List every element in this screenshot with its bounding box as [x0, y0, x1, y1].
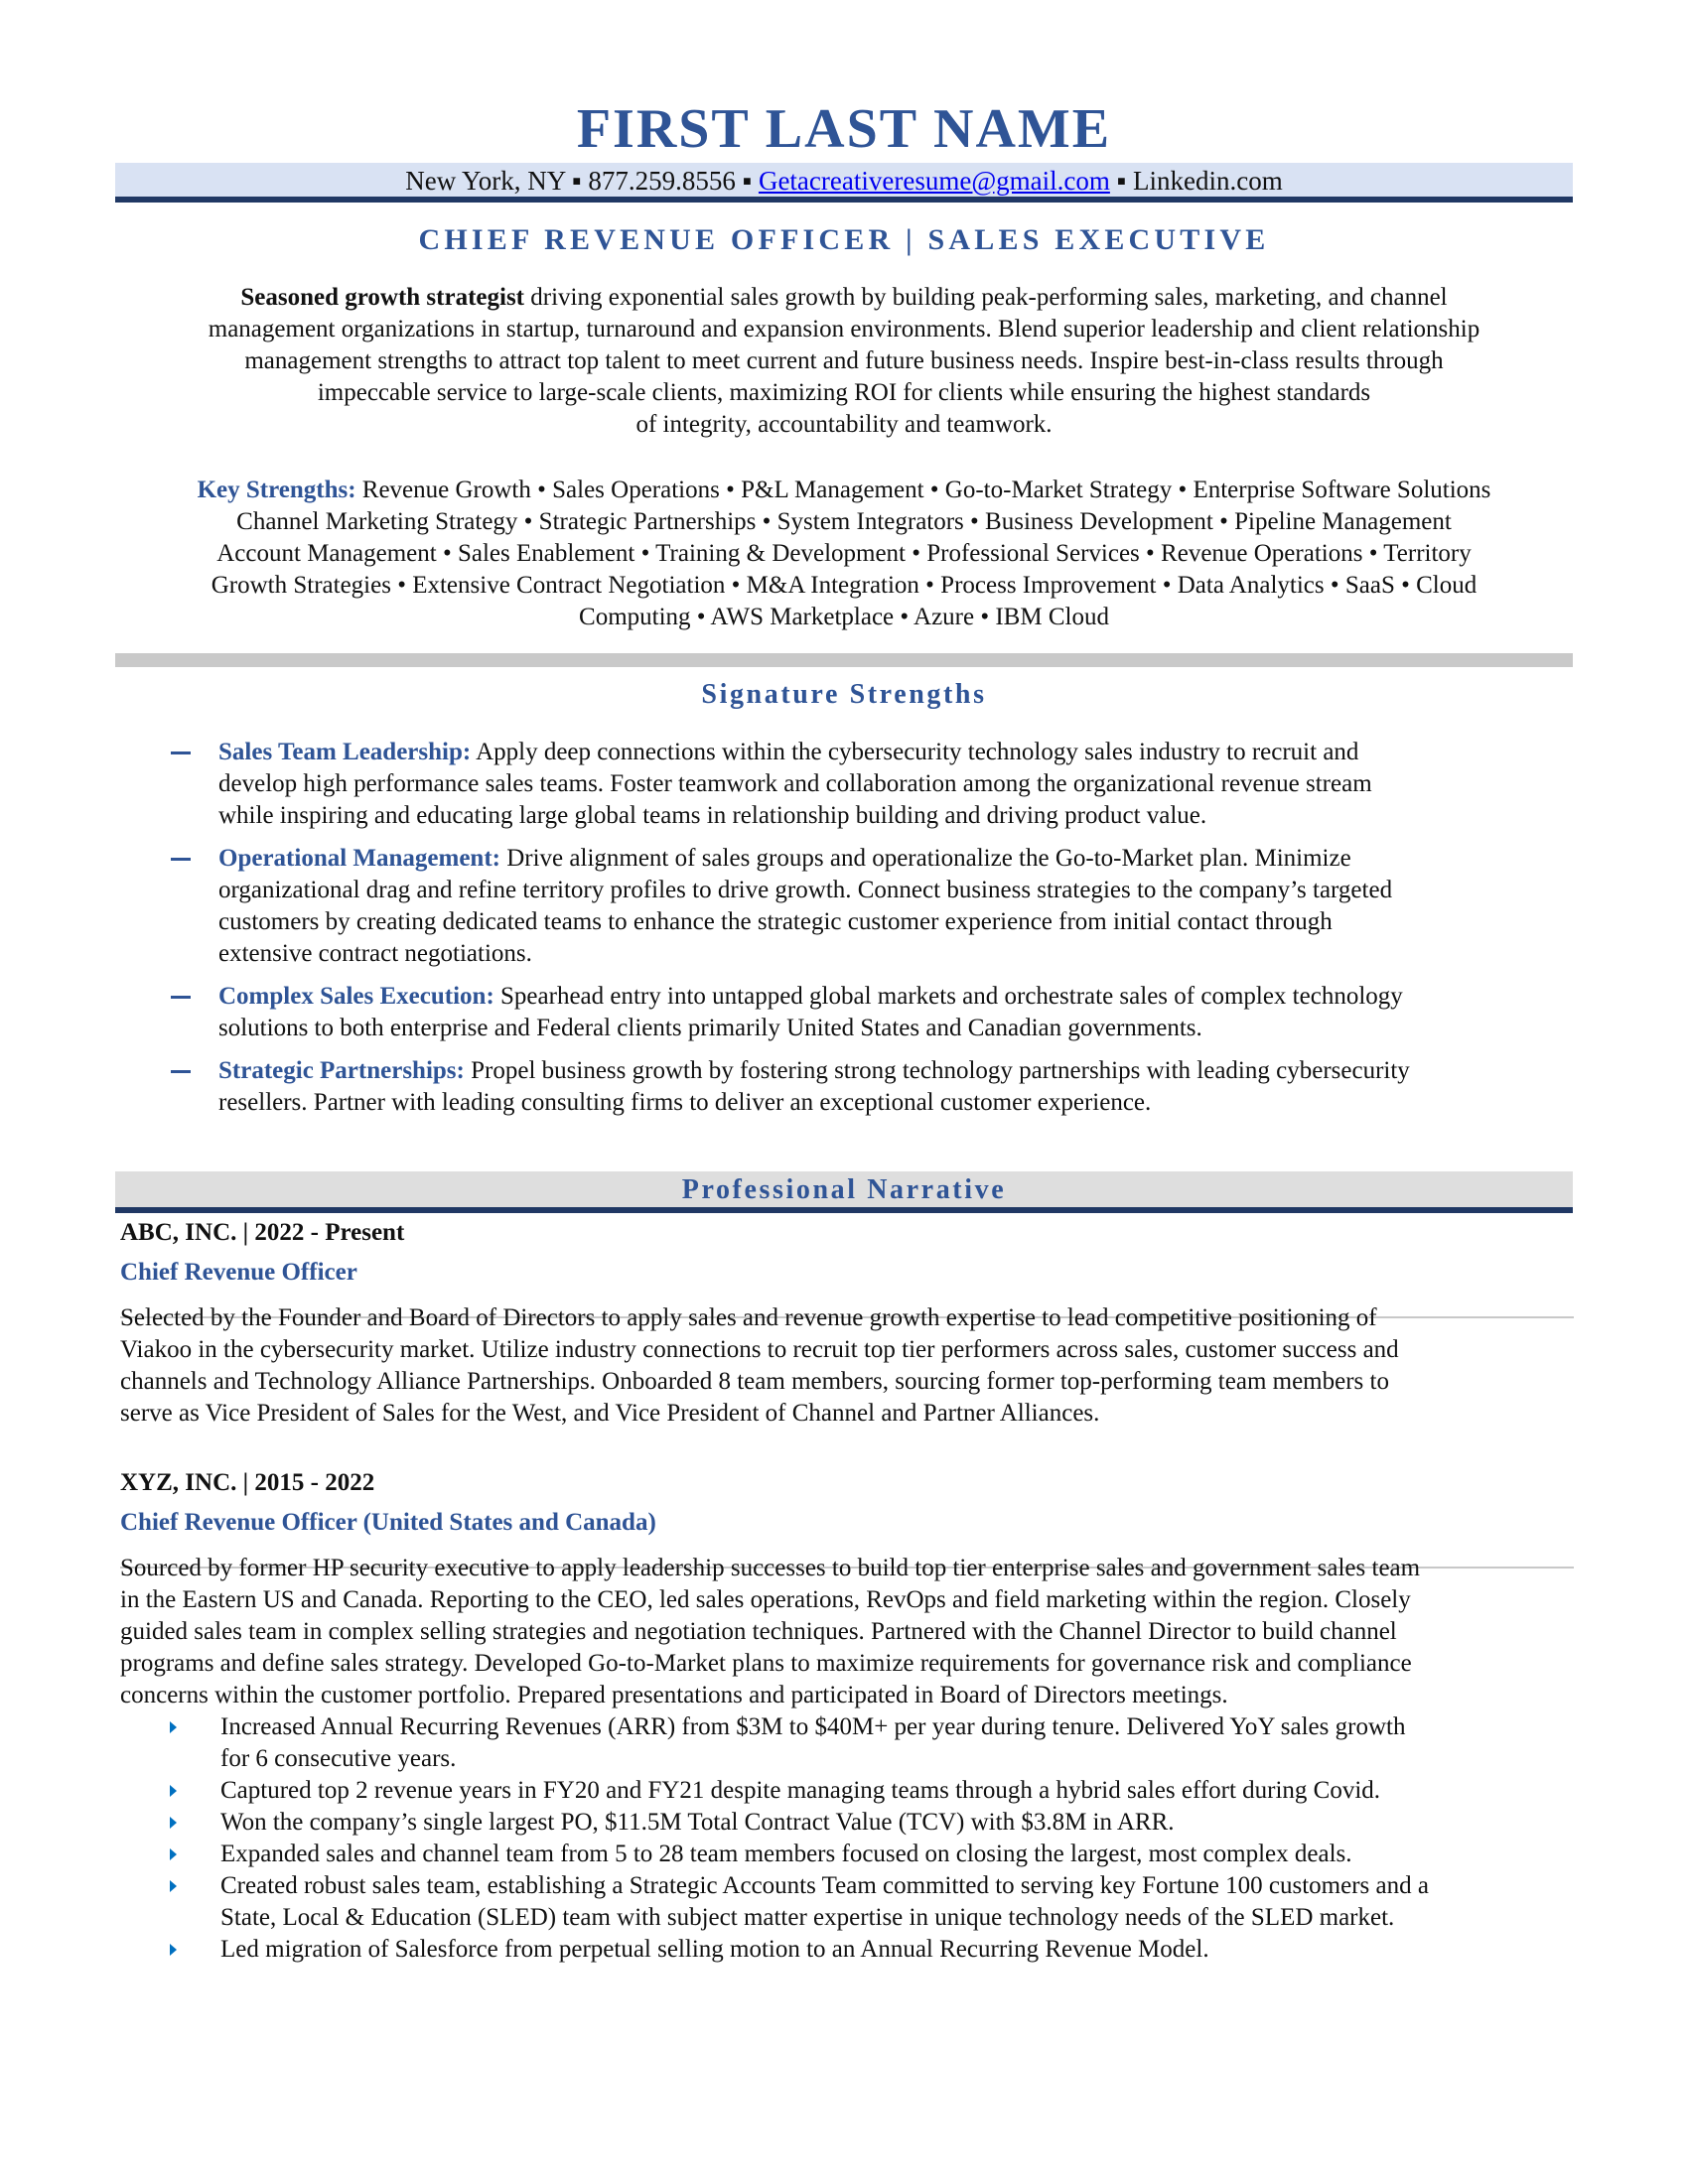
desc-line: Selected by the Founder and Board of Directors to apply sales and revenue growth expertise to lead competitive positioning of [120, 1304, 1377, 1331]
triangle-bullet-icon [170, 1817, 177, 1829]
achievement-item [120, 1807, 1570, 1839]
triangle-bullet-icon [170, 1848, 177, 1860]
professional-narrative-divider [115, 1207, 1573, 1213]
candidate-name: FIRST LAST NAME [576, 98, 1112, 160]
achievement-item [120, 1711, 1570, 1775]
achievement-item [120, 1870, 1570, 1934]
job-description [120, 1302, 1570, 1430]
dash-bullet-icon [171, 858, 191, 861]
signature-strength-item [115, 1055, 1573, 1119]
desc-line: Sourced by former HP security executive to apply leadership successes to build top tier enterprise sales and government sales team [120, 1555, 1421, 1581]
desc-line: guided sales team in complex selling strategies and negotiation techniques. Partnered with the Channel Director to build channel [120, 1618, 1397, 1645]
contact-phone: 877.259.8556 [588, 166, 736, 196]
section-divider [115, 653, 1573, 667]
signature-strength-item [115, 843, 1573, 970]
strength-text: solutions to both enterprise and Federal clients primarily United States and Canadian governments. [218, 1015, 1202, 1041]
strength-text: while inspiring and educating large global teams in relationship building and driving product value. [218, 802, 1207, 829]
strength-label: Complex Sales Execution: [218, 983, 494, 1010]
signature-strength-item [115, 981, 1573, 1044]
key-strengths [125, 475, 1563, 633]
summary-line: driving exponential sales growth by building peak-performing sales, marketing, and channel [524, 284, 1448, 311]
achievement-text: State, Local & Education (SLED) team with subject matter expertise in unique technology needs of the SLED market. [220, 1904, 1395, 1931]
contact-bar [115, 163, 1573, 197]
achievement-item [120, 1775, 1570, 1807]
strength-label: Operational Management: [218, 845, 500, 872]
triangle-bullet-icon [170, 1785, 177, 1797]
desc-line: serve as Vice President of Sales for the West, and Vice President of Channel and Partner Alliances. [120, 1400, 1100, 1427]
signature-strengths-heading: Signature Strengths [701, 679, 987, 710]
key-strengths-line: Channel Marketing Strategy • Strategic Partnerships • System Integrators • Business Development • Pipeline Management [236, 508, 1452, 535]
key-strengths-line: Growth Strategies • Extensive Contract Negotiation • M&A Integration • Process Improvement • Data Analytics • SaaS • Cloud [211, 572, 1477, 599]
strength-label: Sales Team Leadership: [218, 739, 472, 765]
separator: ▪ [1109, 166, 1133, 196]
desc-line: channels and Technology Alliance Partnerships. Onboarded 8 team members, sourcing former top-performing team members to [120, 1368, 1389, 1395]
dash-bullet-icon [171, 751, 191, 754]
desc-line: Viakoo in the cybersecurity market. Utilize industry connections to recruit top tier performers across sales, customer success and [120, 1336, 1399, 1363]
strength-label: Strategic Partnerships: [218, 1057, 465, 1084]
desc-line: concerns within the customer portfolio. Prepared presentations and participated in Board of Directors meetings. [120, 1682, 1228, 1708]
triangle-bullet-icon [170, 1944, 177, 1956]
separator: ▪ [565, 166, 589, 196]
strength-text: Spearhead entry into untapped global markets and orchestrate sales of complex technology [493, 983, 1403, 1010]
desc-line: in the Eastern US and Canada. Reporting to the CEO, led sales operations, RevOps and field marketing within the region. Closely [120, 1586, 1411, 1613]
dash-bullet-icon [171, 1070, 191, 1073]
summary-line: of integrity, accountability and teamwork. [635, 411, 1053, 438]
summary-line: impeccable service to large-scale clients, maximizing ROI for clients while ensuring the highest standards [317, 379, 1371, 406]
email-link[interactable]: Getacreativeresume@gmail.com [758, 166, 1110, 196]
strength-text: Drive alignment of sales groups and operationalize the Go-to-Market plan. Minimize [499, 845, 1351, 872]
triangle-bullet-icon [170, 1721, 177, 1733]
strength-text: organizational drag and refine territory profiles to drive growth. Connect business strategies to the company’s targeted [218, 877, 1393, 903]
professional-headline: CHIEF REVENUE OFFICER | SALES EXECUTIVE [418, 223, 1270, 256]
summary-line: management strengths to attract top talent to meet current and future business needs. Inspire best-in-class results through [244, 347, 1444, 374]
achievement-list [120, 1711, 1570, 1966]
contact-linkedin: Linkedin.com [1132, 166, 1283, 196]
achievement-text: Created robust sales team, establishing a Strategic Accounts Team committed to serving key Fortune 100 customers and a [220, 1872, 1429, 1899]
achievement-text: for 6 consecutive years. [220, 1745, 457, 1772]
desc-line: programs and define sales strategy. Developed Go-to-Market plans to maximize requirements for governance risk and compliance [120, 1650, 1412, 1677]
company-dates: XYZ, INC. | 2015 - 2022 [120, 1469, 375, 1496]
achievement-item [120, 1839, 1570, 1870]
achievement-text: Increased Annual Recurring Revenues (ARR) from $3M to $40M+ per year during tenure. Delivered YoY sales growth [220, 1713, 1406, 1740]
dash-bullet-icon [171, 996, 191, 999]
triangle-bullet-icon [170, 1880, 177, 1892]
achievement-text: Captured top 2 revenue years in FY20 and FY21 despite managing teams through a hybrid sales effort during Covid. [220, 1777, 1381, 1804]
key-strengths-line: Account Management • Sales Enablement • Training & Development • Professional Services • Revenue Operations • Territory [216, 540, 1472, 567]
achievement-text: Won the company’s single largest PO, $11.5M Total Contract Value (TCV) with $3.8M in ARR. [220, 1809, 1175, 1836]
professional-narrative-heading: Professional Narrative [115, 1171, 1573, 1207]
separator: ▪ [735, 166, 759, 196]
job-entry [120, 1217, 1570, 1430]
signature-strengths-list [115, 737, 1573, 1130]
summary-lead: Seasoned growth strategist [240, 284, 524, 311]
achievement-text: Led migration of Salesforce from perpetual selling motion to an Annual Recurring Revenue Model. [220, 1936, 1209, 1963]
strength-text: customers by creating dedicated teams to enhance the strategic customer experience from initial contact through [218, 908, 1333, 935]
strength-text: extensive contract negotiations. [218, 940, 532, 967]
strength-text: Apply deep connections within the cybersecurity technology sales industry to recruit and [471, 739, 1359, 765]
summary-paragraph [129, 282, 1559, 441]
key-strengths-line: Computing • AWS Marketplace • Azure • IBM Cloud [579, 604, 1109, 630]
contact-location: New York, NY [405, 166, 566, 196]
achievement-item [120, 1934, 1570, 1966]
strength-text: develop high performance sales teams. Foster teamwork and collaboration among the organizational revenue stream [218, 770, 1372, 797]
strength-text: Propel business growth by fostering strong technology partnerships with leading cybersecurity [464, 1057, 1410, 1084]
header-divider [115, 197, 1573, 203]
job-entry [120, 1467, 1570, 1966]
strength-text: resellers. Partner with leading consulting firms to deliver an exceptional customer experience. [218, 1089, 1152, 1116]
key-strengths-label: Key Strengths: [197, 477, 356, 503]
company-dates: ABC, INC. | 2022 - Present [120, 1219, 405, 1246]
key-strengths-line: Revenue Growth • Sales Operations • P&L Management • Go-to-Market Strategy • Enterprise Software Solutions [355, 477, 1491, 503]
job-title: Chief Revenue Officer [120, 1259, 357, 1286]
job-title: Chief Revenue Officer (United States and Canada) [120, 1509, 656, 1536]
job-description [120, 1553, 1570, 1711]
summary-line: management organizations in startup, turnaround and expansion environments. Blend superior leadership and client relationship [208, 316, 1480, 342]
achievement-text: Expanded sales and channel team from 5 to 28 team members focused on closing the largest, most complex deals. [220, 1841, 1352, 1867]
signature-strength-item [115, 737, 1573, 832]
